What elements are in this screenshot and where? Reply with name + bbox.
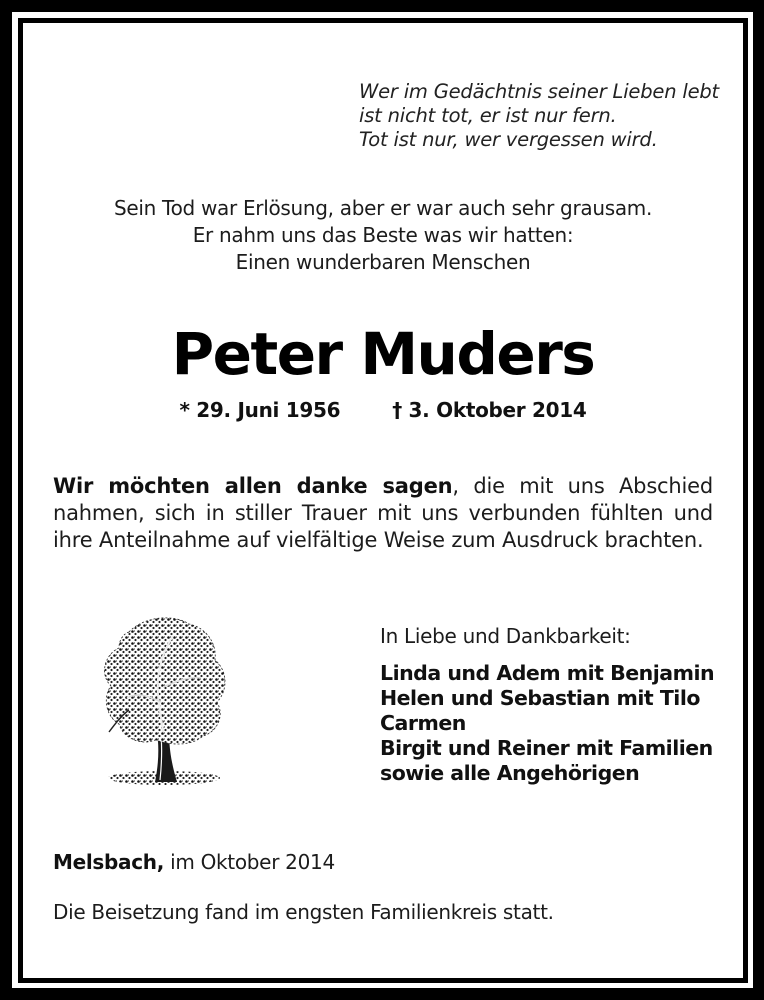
place-date [53, 849, 335, 875]
intro-line: Sein Tod war Erlösung, aber er war auch sehr grausam. [113, 196, 653, 220]
deceased-name: Peter Muders [171, 320, 595, 388]
motto-line: Tot ist nur, wer vergessen wird. [359, 128, 658, 151]
motto-line: ist nicht tot, er ist nur fern. [359, 104, 617, 127]
mourner-line: Linda und Adem mit Benjamin [380, 661, 715, 685]
mourner-line: Carmen [380, 711, 466, 735]
thanks-lead: Wir möchten allen danke sagen [53, 474, 453, 498]
death-date: † 3. Oktober 2014 [392, 398, 587, 422]
thanks-text: , die mit uns Abschied nahmen, sich in stiller Trauer mit uns verbunden fühlten und ihre Anteilnahme auf vielfältige Weise zum Ausdruck brachten. [53, 474, 713, 552]
obituary-notice [23, 23, 743, 978]
thanks-paragraph [53, 473, 713, 554]
mourners-list [380, 661, 714, 786]
birth-date: * 29. Juni 1956 [179, 398, 341, 422]
life-dates [23, 396, 743, 424]
place-town: Melsbach, [53, 850, 165, 874]
motto-line: Wer im Gedächtnis seiner Lieben lebt [359, 80, 719, 103]
mourner-line: Birgit und Reiner mit Familien [380, 736, 713, 760]
motto-quote [359, 80, 719, 152]
signoff-label: In Liebe und Dankbarkeit: [380, 624, 631, 648]
tree-icon [89, 612, 239, 790]
mourner-line: sowie alle Angehörigen [380, 761, 640, 785]
place-month: im Oktober 2014 [164, 850, 335, 874]
burial-note: Die Beisetzung fand im engsten Familienkreis statt. [53, 900, 554, 924]
intro-line: Er nahm uns das Beste was wir hatten: [192, 223, 574, 247]
mourner-line: Helen und Sebastian mit Tilo [380, 686, 700, 710]
intro-line: Einen wunderbaren Menschen [235, 250, 531, 274]
intro-text [23, 195, 743, 276]
